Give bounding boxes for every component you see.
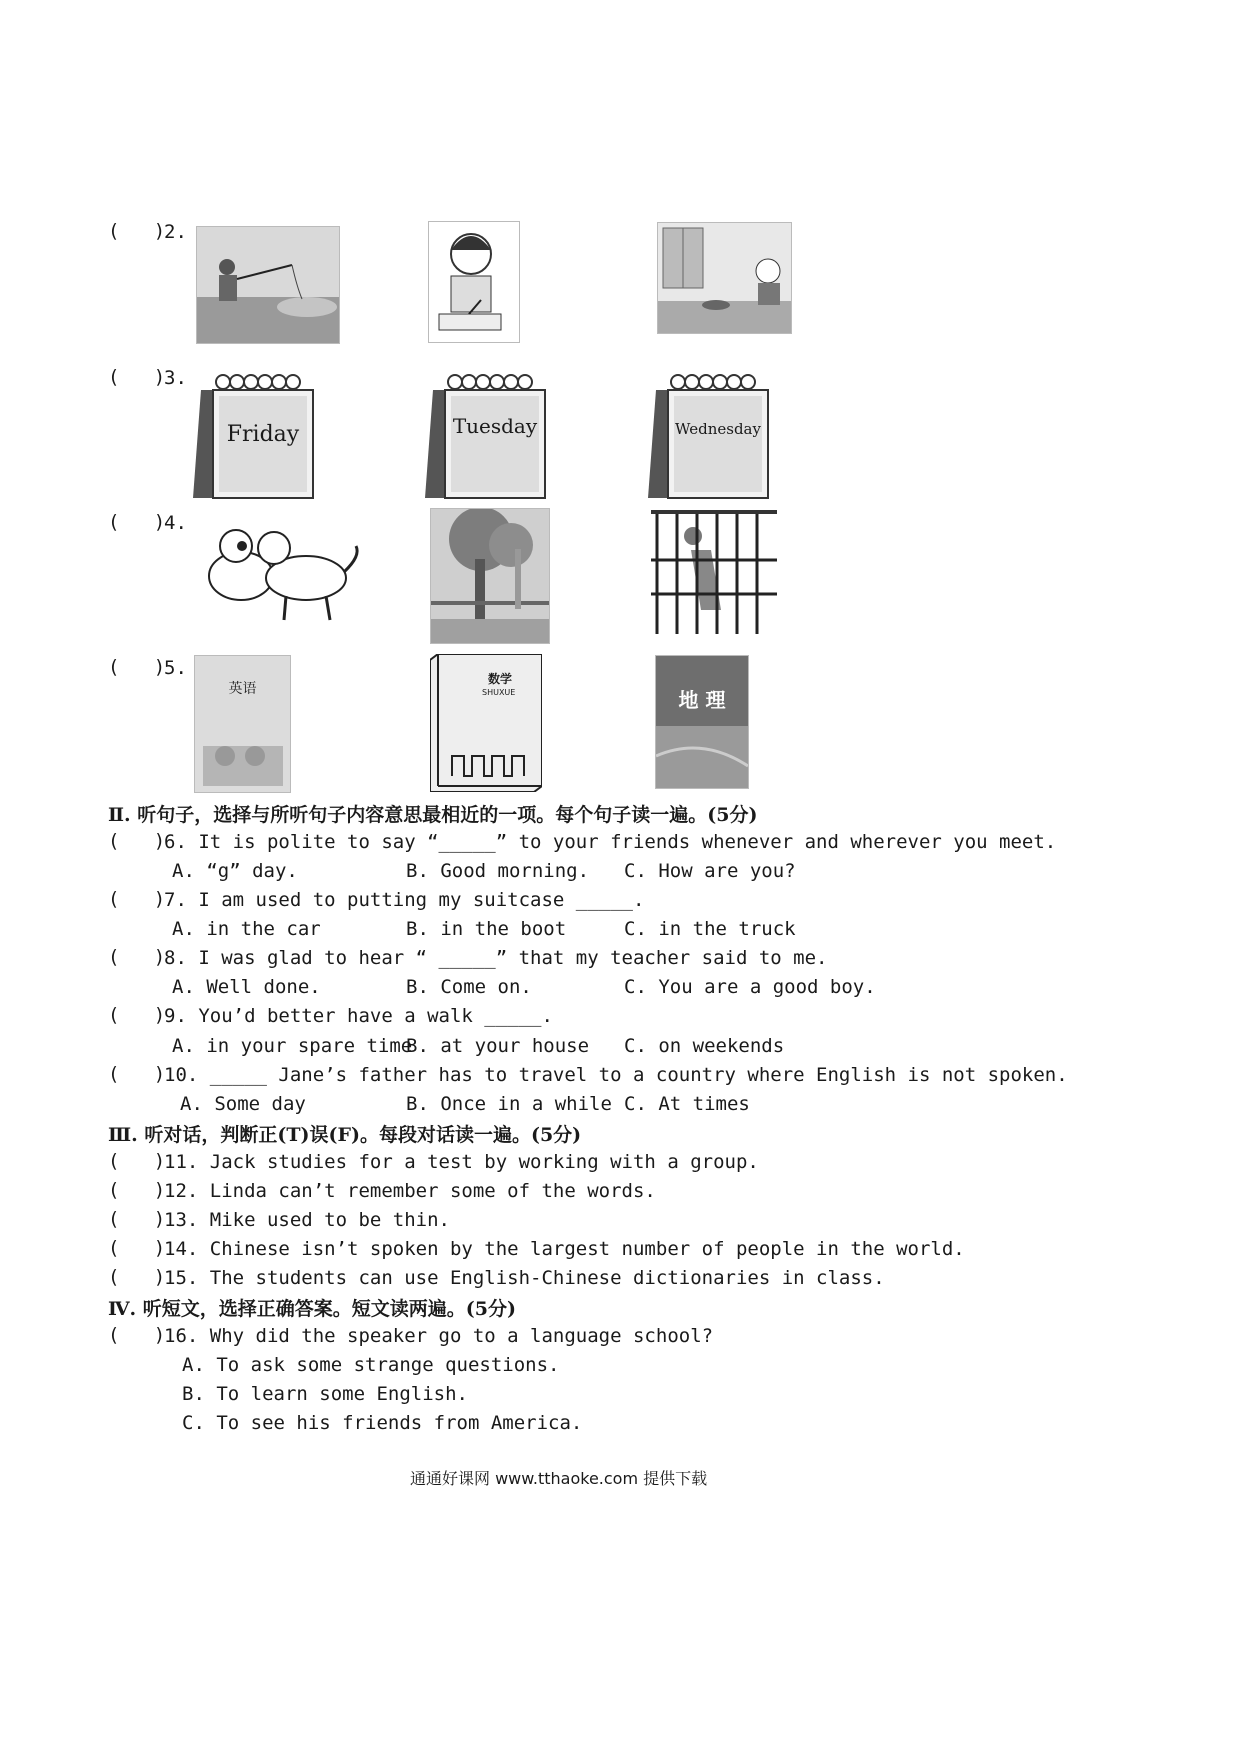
answer-paren: ( ): [108, 656, 166, 678]
option-b: B. Once in a while: [406, 1093, 612, 1115]
giraffe-cage-picture: [651, 510, 777, 634]
question-stem: 10. _____ Jane’s father has to travel to a country where English is not spoken.: [164, 1064, 1068, 1086]
answer-paren: ( ): [108, 1150, 166, 1172]
answer-paren: ( ): [108, 220, 166, 242]
answer-paren: ( ): [108, 511, 166, 533]
option-c: C. At times: [624, 1093, 750, 1115]
girl-writing-picture: [428, 221, 520, 343]
answer-paren: ( ): [108, 366, 166, 388]
option-a: A. Some day: [180, 1093, 306, 1115]
option-a: A. “g” day.: [172, 860, 298, 882]
question-number: 2.: [164, 221, 187, 243]
option-a: A. To ask some strange questions.: [182, 1354, 560, 1376]
option-b: B. Come on.: [406, 976, 532, 998]
answer-paren: ( ): [108, 830, 166, 852]
option-a: A. in your spare time: [172, 1035, 413, 1057]
question-stem: 9. You’d better have a walk _____.: [164, 1005, 553, 1027]
option-c: C. How are you?: [624, 860, 796, 882]
statement: 13. Mike used to be thin.: [164, 1209, 450, 1231]
answer-paren: ( ): [108, 1063, 166, 1085]
option-b: B. To learn some English.: [182, 1383, 468, 1405]
calendar-day-label: Wednesday: [675, 420, 761, 438]
answer-paren: ( ): [108, 1237, 166, 1259]
kitchen-cooking-picture: [657, 222, 792, 334]
option-b: B. at your house: [406, 1035, 590, 1057]
answer-paren: ( ): [108, 1004, 166, 1026]
calendar-wednesday: [648, 370, 772, 502]
question-stem: 6. It is polite to say “_____” to your friends whenever and wherever you meet.: [164, 831, 1057, 853]
calendar-day-label: Friday: [226, 422, 300, 447]
answer-paren: ( ): [108, 888, 166, 910]
option-c: C. To see his friends from America.: [182, 1412, 583, 1434]
geography-book-picture: [655, 655, 749, 789]
question-number: 3.: [164, 367, 187, 389]
english-book-picture: [194, 655, 291, 793]
statement: 11. Jack studies for a test by working with a group.: [164, 1151, 759, 1173]
option-a: A. in the car: [172, 918, 321, 940]
option-c: C. on weekends: [624, 1035, 785, 1057]
dogs-picture: [196, 516, 364, 624]
question-number: 5.: [164, 657, 187, 679]
book-subtitle: SHUXUE: [482, 688, 516, 697]
section-4-heading: Ⅳ. 听短文，选择正确答案。短文读两遍。(5分): [108, 1298, 516, 1320]
calendar-tuesday: [425, 370, 549, 502]
math-book-picture: [430, 654, 542, 792]
answer-paren: ( ): [108, 1324, 166, 1346]
calendar-day-label: Tuesday: [452, 414, 538, 438]
fishing-picture: [196, 226, 340, 344]
book-title: 地 理: [678, 688, 726, 712]
answer-paren: ( ): [108, 1208, 166, 1230]
question-number: 4.: [164, 512, 187, 534]
answer-paren: ( ): [108, 946, 166, 968]
book-title: 英语: [228, 681, 257, 697]
book-title: 数学: [488, 672, 513, 686]
giraffe-tree-picture: [430, 508, 550, 644]
option-c: C. You are a good boy.: [624, 976, 876, 998]
statement: 14. Chinese isn’t spoken by the largest number of people in the world.: [164, 1238, 965, 1260]
question-stem: 8. I was glad to hear “ _____” that my teacher said to me.: [164, 947, 828, 969]
option-b: B. in the boot: [406, 918, 567, 940]
section-2-heading: Ⅱ. 听句子，选择与所听句子内容意思最相近的一项。每个句子读一遍。(5分): [108, 804, 758, 826]
question-stem: 16. Why did the speaker go to a language school?: [164, 1325, 714, 1347]
answer-paren: ( ): [108, 1179, 166, 1201]
answer-paren: ( ): [108, 1266, 166, 1288]
option-b: B. Good morning.: [406, 860, 590, 882]
statement: 15. The students can use English-Chinese dictionaries in class.: [164, 1267, 885, 1289]
question-stem: 7. I am used to putting my suitcase _____.: [164, 889, 645, 911]
option-a: A. Well done.: [172, 976, 321, 998]
option-c: C. in the truck: [624, 918, 796, 940]
statement: 12. Linda can’t remember some of the words.: [164, 1180, 656, 1202]
calendar-friday: [193, 370, 317, 502]
page-footer: 通通好课网 www.tthaoke.com 提供下载: [410, 1469, 708, 1488]
section-3-heading: Ⅲ. 听对话，判断正(T)误(F)。每段对话读一遍。(5分): [108, 1124, 582, 1146]
